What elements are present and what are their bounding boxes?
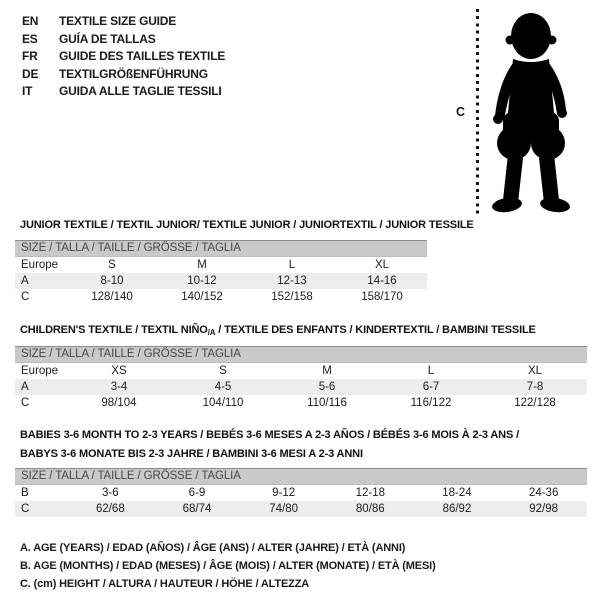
language-row: [22, 66, 225, 84]
size-cell: XL: [527, 365, 543, 377]
height-cell: 74/80: [240, 501, 327, 517]
size-header-bar: SIZE / TALLA / TAILLE / GRÖSSE / TAGLIA: [15, 347, 587, 363]
table-row-age: [15, 273, 427, 289]
table-row-europe: [15, 257, 427, 274]
table-row-height: [15, 501, 587, 517]
legend-line-a: A. AGE (YEARS) / EDAD (AÑOS) / ÂGE (ANS) / ALTER (JAHRE) / ETÀ (ANNI): [20, 542, 406, 554]
size-header-bar: SIZE / TALLA / TAILLE / GRÖSSE / TAGLIA: [15, 241, 427, 257]
babies-title-line2: BABYS 3-6 MONATE BIS 2-3 JAHRE / BAMBINI 3-6 MESI A 2-3 ANNI: [20, 448, 363, 460]
age-cell: 18-24: [442, 487, 472, 499]
language-row: [22, 13, 225, 31]
age-cell: 4-5: [171, 379, 275, 395]
toddler-silhouette-icon: [483, 6, 593, 216]
age-cell: 7-8: [483, 379, 587, 395]
guide-title: GUIDA ALLE TAGLIE TESSILI: [59, 84, 222, 98]
language-row: [22, 83, 225, 101]
age-cell: 6-9: [188, 487, 206, 499]
row-label: B: [21, 487, 29, 499]
language-title-list: [22, 13, 225, 101]
height-cell: 158/170: [361, 291, 403, 303]
height-cell: 68/74: [154, 501, 241, 517]
row-label: A: [15, 273, 67, 289]
height-measure-label: C: [456, 105, 466, 119]
language-row: [22, 48, 225, 66]
age-cell: 9-12: [272, 487, 296, 499]
guide-title: GUÍA DE TALLAS: [59, 31, 156, 46]
size-cell: XL: [374, 259, 390, 271]
height-cell: 128/140: [91, 291, 133, 303]
age-cell: 12-13: [247, 273, 337, 289]
guide-title: TEXTILE SIZE GUIDE: [59, 14, 177, 28]
table-row-height: [15, 395, 587, 411]
table-row-height: [15, 289, 427, 305]
size-cell: L: [288, 259, 296, 271]
age-cell: 8-10: [67, 273, 157, 289]
language-row: [22, 31, 225, 49]
size-cell: L: [427, 365, 435, 377]
legend-line-c: C. (cm) HEIGHT / ALTURA / HAUTEUR / HÖHE / ALTEZZA: [20, 578, 310, 590]
size-cell: XS: [111, 365, 127, 377]
age-cell: 3-4: [67, 379, 171, 395]
height-cell: 92/98: [500, 501, 587, 517]
table-row-europe: [15, 363, 587, 380]
height-measure-dashed-line: [476, 9, 479, 215]
babies-size-table: [15, 468, 587, 517]
age-cell: 5-6: [275, 379, 379, 395]
size-cell: M: [322, 365, 332, 377]
size-header-bar: SIZE / TALLA / TAILLE / GRÖSSE / TAGLIA: [15, 469, 587, 485]
junior-size-table: [15, 240, 427, 305]
table-row-age: [15, 379, 587, 395]
legend-line-b: B. AGE (MONTHS) / EDAD (MESES) / ÂGE (MOIS) / ALTER (MONATE) / ETÀ (MESI): [20, 560, 436, 572]
height-cell: 110/116: [307, 397, 347, 409]
guide-title: TEXTILGRÖßENFÜHRUNG: [59, 66, 208, 81]
age-cell: 14-16: [337, 273, 427, 289]
height-cell: 152/158: [271, 291, 313, 303]
babies-section-title: [20, 426, 580, 464]
age-cell: 24-36: [528, 487, 559, 499]
height-cell: 80/86: [327, 501, 414, 517]
height-cell: 140/152: [181, 291, 223, 303]
children-size-table: [15, 346, 587, 411]
height-cell: 62/68: [67, 501, 154, 517]
babies-title-line1: BABIES 3-6 MONTH TO 2-3 YEARS / BEBÉS 3-6 MESES A 2-3 AÑOS / BÉBÉS 3-6 MOIS À 2-3 ANS /: [20, 429, 519, 441]
size-cell: S: [219, 365, 227, 377]
row-label: C: [15, 501, 67, 517]
age-cell: 10-12: [157, 273, 247, 289]
age-cell: 6-7: [379, 379, 483, 395]
size-cell: S: [108, 259, 116, 271]
height-cell: 86/92: [414, 501, 501, 517]
language-code: DE: [22, 66, 39, 81]
legend: [20, 539, 436, 593]
size-cell: M: [197, 259, 207, 271]
row-label: C: [21, 397, 30, 409]
height-cell: 98/104: [101, 397, 137, 409]
children-section-title: [20, 324, 536, 337]
age-cell: 3-6: [102, 487, 119, 499]
children-title-post: / TEXTILE DES ENFANTS / KINDERTEXTIL / BAMBINI TESSILE: [215, 324, 536, 336]
height-cell: 104/110: [202, 397, 244, 409]
row-label: Europe: [21, 259, 59, 271]
row-label: A: [15, 379, 67, 395]
language-code: FR: [22, 49, 38, 63]
language-code: ES: [22, 31, 38, 46]
age-cell: 12-18: [355, 487, 385, 499]
junior-section-title: JUNIOR TEXTILE / TEXTIL JUNIOR/ TEXTILE JUNIOR / JUNIORTEXTIL / JUNIOR TESSILE: [20, 219, 474, 231]
row-label: C: [21, 291, 30, 303]
height-cell: 116/122: [410, 397, 452, 409]
row-label: Europe: [21, 365, 59, 377]
children-title-sub: /A: [207, 328, 216, 337]
children-title-pre: CHILDREN'S TEXTILE / TEXTIL NIÑO: [20, 324, 208, 336]
language-code: EN: [22, 14, 39, 28]
language-code: IT: [22, 84, 33, 98]
table-row-age-months: [15, 485, 587, 502]
guide-title: GUIDE DES TAILLES TEXTILE: [59, 49, 226, 63]
height-cell: 122/128: [514, 397, 556, 409]
